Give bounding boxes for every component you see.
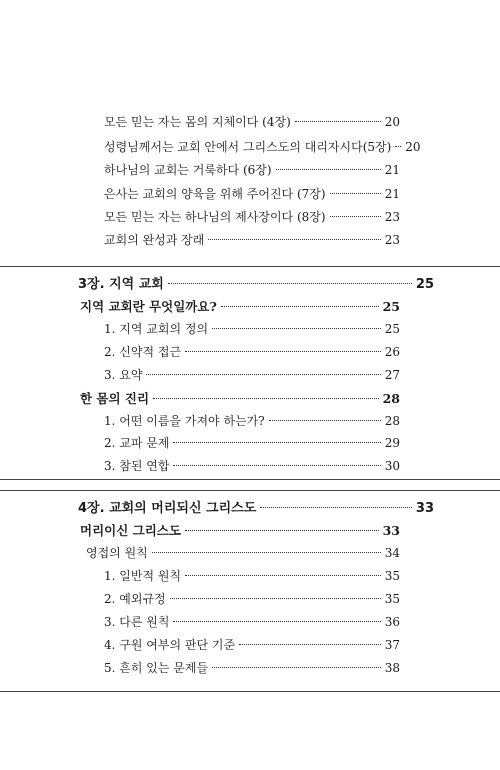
toc-entry-page: 30 (384, 459, 400, 473)
toc-entry-title: 4. 구원 여부의 판단 기준 (104, 638, 236, 652)
dot-leader (395, 146, 401, 147)
toc-entry-page: 20 (405, 140, 421, 154)
dot-leader (260, 507, 412, 508)
toc-entry-title: 모든 믿는 자는 몸의 지체이다 (4장) (104, 115, 291, 129)
toc-entry[interactable] (104, 590, 400, 607)
dot-leader (185, 530, 379, 531)
dot-leader (185, 351, 381, 352)
toc-entry-page: 21 (384, 163, 400, 177)
dot-leader (208, 239, 380, 240)
toc-entry-title: 성령님께서는 교회 안에서 그리스도의 대리자시다(5장) (104, 140, 392, 154)
toc-entry-page: 35 (384, 592, 400, 606)
toc-entry[interactable] (104, 320, 400, 337)
toc-entry[interactable] (104, 161, 400, 178)
toc-entry-page: 27 (384, 368, 400, 382)
toc-entry[interactable] (104, 567, 400, 584)
chapter-page: 25 (415, 277, 434, 292)
dot-leader (173, 465, 380, 466)
toc-group-page: 33 (382, 523, 400, 538)
toc-entry-page: 21 (384, 187, 400, 201)
dot-leader (170, 598, 381, 599)
toc-subgroup[interactable] (86, 544, 400, 561)
toc-entry-page: 29 (384, 436, 400, 450)
toc-entry[interactable] (104, 412, 400, 429)
toc-group[interactable] (80, 297, 400, 315)
dot-leader (295, 121, 381, 122)
toc-entry-page: 37 (384, 638, 400, 652)
toc-group[interactable] (80, 389, 400, 407)
toc-entry[interactable] (104, 636, 400, 653)
toc-entry-title: 교회의 완성과 장래 (104, 233, 205, 247)
dot-leader (212, 328, 381, 329)
toc-entry-title: 모든 믿는 자는 하나님의 제사장이다 (8장) (104, 210, 326, 224)
toc-group[interactable] (80, 521, 400, 539)
toc-entry-page: 20 (384, 115, 400, 129)
chapter-title: 4장. 교회의 머리되신 그리스도 (78, 501, 257, 516)
dot-leader (276, 169, 381, 170)
dot-leader (153, 398, 379, 399)
toc-entry-title: 하나님의 교회는 거룩하다 (6장) (104, 163, 272, 177)
toc-entry-page: 36 (384, 615, 400, 629)
toc-entry-title: 3. 참된 연합 (104, 459, 170, 473)
toc-entry[interactable] (104, 613, 400, 630)
toc-group-title: 한 몸의 진리 (80, 391, 150, 406)
toc-entry-page: 23 (384, 233, 400, 247)
chapter-page: 33 (415, 501, 434, 516)
dot-leader (173, 621, 380, 622)
toc-group-page: 28 (382, 391, 400, 406)
dot-leader (168, 283, 412, 284)
toc-entry-title: 1. 일반적 원칙 (104, 569, 182, 583)
toc-entry[interactable] (104, 185, 400, 202)
dot-leader (221, 306, 379, 307)
dot-leader (185, 575, 381, 576)
toc-entry-title: 2. 신약적 접근 (104, 345, 182, 359)
toc-entry-title: 1. 지역 교회의 정의 (104, 322, 209, 336)
dot-leader (269, 420, 381, 421)
toc-entry-page: 35 (384, 569, 400, 583)
toc-group-title: 지역 교회란 무엇일까요? (80, 299, 217, 314)
toc-entry[interactable] (104, 208, 400, 225)
toc-subgroup-page: 34 (384, 546, 400, 560)
chapter-3-heading[interactable] (78, 273, 434, 292)
dot-leader (212, 667, 381, 668)
toc-entry[interactable] (104, 231, 400, 248)
dot-leader (152, 552, 381, 553)
toc-entry-title: 3. 요약 (104, 368, 143, 382)
toc-entry[interactable] (104, 343, 400, 360)
dot-leader (146, 374, 380, 375)
toc-entry-page: 25 (384, 322, 400, 336)
toc-entry-title: 은사는 교회의 양육을 위해 주어진다 (7장) (104, 187, 326, 201)
toc-entry-page: 28 (384, 414, 400, 428)
toc-entry-page: 38 (384, 661, 400, 675)
dot-leader (173, 442, 380, 443)
toc-entry-title: 1. 어떤 이름을 가져야 하는가? (104, 414, 265, 428)
toc-entry[interactable] (104, 434, 400, 451)
toc-entry-title: 5. 흔히 있는 문제들 (104, 661, 209, 675)
toc-subgroup-title: 영접의 원칙 (86, 546, 148, 560)
toc-entry-title: 2. 예외규정 (104, 592, 166, 606)
toc-entry-page: 26 (384, 345, 400, 359)
chapter-title: 3장. 지역 교회 (78, 277, 164, 292)
toc-entry[interactable] (104, 659, 400, 676)
dot-leader (330, 216, 381, 217)
toc-entry[interactable] (104, 138, 421, 155)
dot-leader (330, 193, 381, 194)
toc-entry[interactable] (104, 457, 400, 474)
toc-group-title: 머리이신 그리스도 (80, 523, 181, 538)
toc-entry-title: 3. 다른 원칙 (104, 615, 170, 629)
dot-leader (239, 644, 381, 645)
toc-entry-title: 2. 교파 문제 (104, 436, 170, 450)
toc-entry[interactable] (104, 366, 400, 383)
chapter-4-heading[interactable] (78, 497, 434, 516)
toc-entry[interactable] (104, 113, 400, 130)
toc-entry-page: 23 (384, 210, 400, 224)
toc-group-page: 25 (382, 299, 400, 314)
